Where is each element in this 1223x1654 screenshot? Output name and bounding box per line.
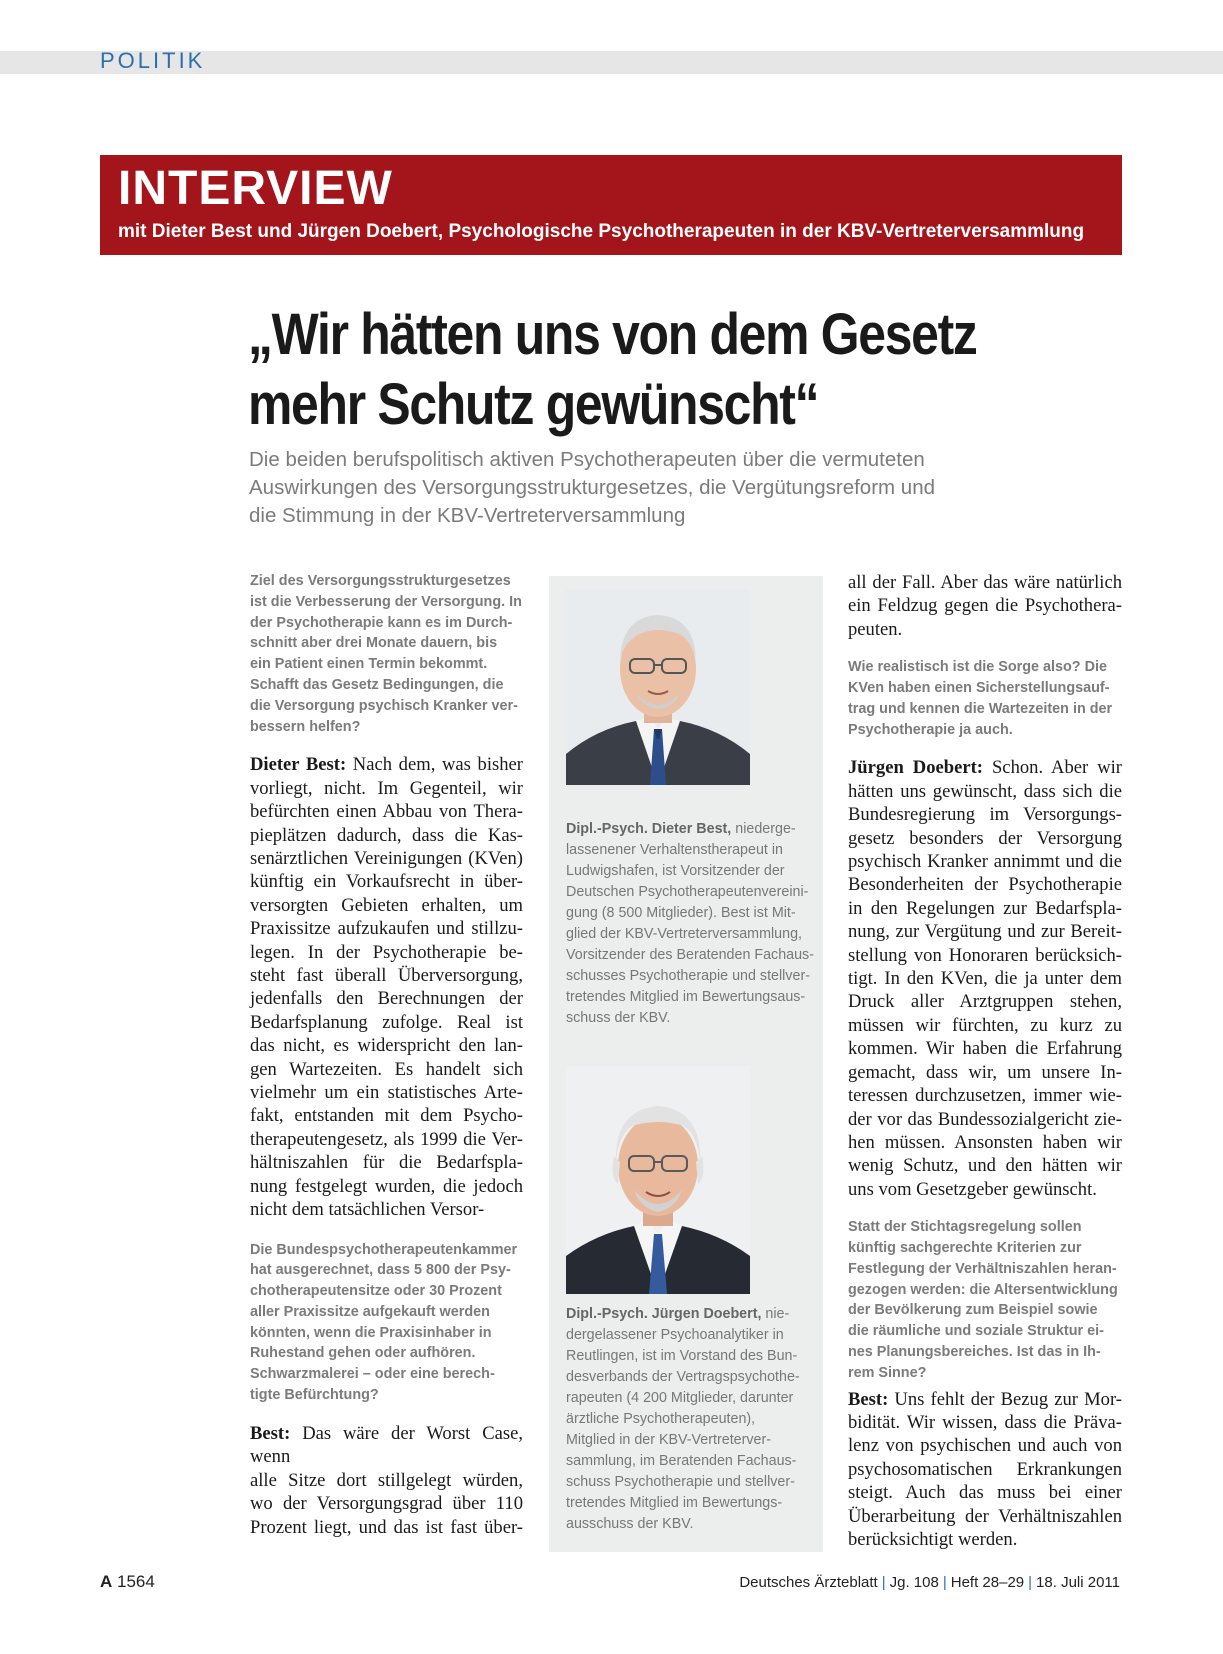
answer-line: pieplätzen dadurch, dass die Kas-: [250, 824, 523, 846]
answer-line: berücksichtigt werden.: [848, 1528, 1018, 1550]
question-line: trag und kennen die Wartezeiten in der: [848, 700, 1113, 717]
author-sidebar: [549, 576, 823, 1552]
speaker-name: Jürgen Doebert:: [848, 757, 983, 779]
answer-line: jedenfalls den Berechnungen der: [250, 988, 523, 1010]
question-line: bessern helfen?: [250, 718, 361, 735]
question-line: Ruhestand gehen oder aufhören.: [250, 1345, 476, 1362]
question-line: Schafft das Gesetz Bedingungen, die: [250, 676, 504, 693]
banner-subtitle: mit Dieter Best und Jürgen Doebert, Psychologische Psychotherapeuten in der KBV-Vertreterversammlung: [118, 221, 1085, 242]
caption-line: glied der KBV-Vertreterversammlung,: [566, 926, 803, 942]
answer-text: Uns fehlt der Bezug zur Mor-: [894, 1388, 1122, 1410]
answer-text: Nach dem, was bisher: [352, 754, 523, 776]
answer-line: [848, 1388, 1122, 1411]
caption-line: tretendes Mitglied im Bewertungs-: [566, 1495, 783, 1511]
answer-line: gen Wartezeiten. Es handelt sich: [250, 1058, 523, 1080]
journal-issue: Heft 28–29: [950, 1574, 1025, 1591]
section-label: POLITIK: [100, 48, 206, 73]
caption-line: rapeuten (4 200 Mitglieder, darunter: [566, 1390, 794, 1406]
answer-line: Besonderheiten der Psychotherapie: [848, 874, 1122, 896]
answer-line: senärztlichen Vereinigungen (KVen): [250, 848, 523, 869]
question-line: Statt der Stichtagsregelung sollen: [848, 1219, 1082, 1236]
caption-line: Deutschen Psychotherapeutenvereini-: [566, 884, 809, 900]
separator: |: [1028, 1574, 1033, 1591]
question-line: der Bevölkerung zum Beispiel sowie: [848, 1302, 1098, 1319]
answer-line: psychisch Kranker annimmt und die: [848, 851, 1122, 873]
answer-line: gemacht, dass wir, um unsere In-: [848, 1061, 1122, 1083]
answer-line: Überarbeitung der Verhältniszahlen: [848, 1505, 1122, 1527]
separator: |: [942, 1574, 947, 1591]
answer-line: stellung von Honoraren berücksich-: [848, 944, 1122, 966]
deck-line: Auswirkungen des Versorgungsstrukturgesetzes, die Vergütungsreform und: [249, 476, 935, 499]
answer-line: nung, zur Vergütung und zur Bereit-: [848, 921, 1122, 943]
answer-line: hältniszahlen für die Bedarfspla-: [250, 1152, 523, 1174]
journal-volume: Jg. 108: [889, 1574, 939, 1591]
answer-line: steigt. Auch das muss bei einer: [848, 1482, 1122, 1504]
right-column: [848, 571, 1122, 1551]
answer-line: uns vom Gesetzgeber gewünscht.: [848, 1178, 1097, 1200]
answer-line: ein Feldzug gegen die Psychothera-: [848, 595, 1122, 617]
question-line: Wie realistisch ist die Sorge also? Die: [848, 659, 1107, 676]
answer-line: hätten uns gewünscht, dass sich die: [848, 780, 1122, 802]
answer-line: legen. In der Psychotherapie be-: [250, 941, 523, 963]
caption-line: schusses Psychotherapie und stellver-: [566, 968, 810, 984]
answer-2: [250, 1422, 523, 1539]
answer-line: Druck aller Arztgruppen stehen,: [848, 991, 1122, 1013]
caption-line: desverbands der Vertragspsychothe-: [566, 1369, 800, 1385]
article-deck: [249, 446, 1069, 530]
answer-line: das nicht, es widerspricht den lan-: [250, 1035, 523, 1057]
question-line: ein Patient einen Termin bekommt.: [250, 656, 488, 673]
portrait-photo-juergen-doebert: [566, 1066, 750, 1294]
speaker-name: Best:: [848, 1388, 889, 1410]
headline-line-2: mehr Schutz gewünscht“: [248, 372, 819, 437]
question-line: die Versorgung psychisch Kranker ver-: [250, 697, 518, 714]
answer-line: lenz von psychischen und auch von: [848, 1435, 1122, 1457]
answer-text: Schon. Aber wir: [991, 757, 1122, 779]
question-line: Ziel des Versorgungsstrukturgesetzes: [250, 573, 511, 589]
journal-date: 18. Juli 2011: [1036, 1574, 1120, 1591]
answer-line: bidität. Wir wissen, dass die Präva-: [848, 1411, 1122, 1433]
question-line: Schwarzmalerei – oder eine berech-: [250, 1366, 495, 1383]
answer-line: [250, 1422, 523, 1469]
caption-line: [566, 819, 806, 840]
question-1: [250, 571, 523, 737]
caption-line: schuss der KBV.: [566, 1010, 671, 1026]
caption-line: sammlung, im Beratenden Fachaus-: [566, 1453, 797, 1469]
question-line: schnitt aber drei Monate dauern, bis: [250, 635, 498, 652]
answer-2-continued: [848, 571, 1122, 641]
answer-line: befürchten einen Abbau von Thera-: [250, 801, 523, 823]
portrait-image: [566, 1066, 750, 1294]
answer-line: Prozent liegt, und das ist fast über-: [250, 1516, 523, 1538]
answer-line: therapeutengesetz, als 1999 die Ver-: [250, 1128, 523, 1150]
question-line: gezogen werden: die Altersentwicklung: [848, 1281, 1118, 1298]
caption-line: schuss Psychotherapie und stellver-: [566, 1474, 795, 1490]
banner-title: INTERVIEW: [118, 162, 393, 215]
headline-line-1: „Wir hätten uns von dem Gesetz: [248, 302, 977, 367]
answer-line: nicht dem tatsächlichen Versor-: [250, 1199, 485, 1221]
caption-line: Ludwigshafen, ist Vorsitzender der: [566, 863, 785, 879]
page-prefix: A: [100, 1572, 113, 1591]
caption-line: Reutlingen, ist im Vorstand des Bun-: [566, 1348, 798, 1364]
question-2: [250, 1240, 523, 1406]
answer-line: versorgten Gebieten erhalten, um: [250, 894, 523, 916]
question-line: Die Bundespsychotherapeutenkammer: [250, 1241, 518, 1258]
question-line: rem Sinne?: [848, 1364, 927, 1381]
caption-line: tretendes Mitglied im Bewertungsaus-: [566, 989, 806, 1005]
answer-line: Bedarfsplanung zufolge. Real ist: [250, 1011, 523, 1033]
question-3: [848, 657, 1122, 740]
answer-line: steht fast überall Überversorgung,: [250, 965, 523, 987]
page-number: [100, 1572, 155, 1592]
question-line: hat ausgerechnet, dass 5 800 der Psy-: [250, 1262, 511, 1279]
caption-line: Mitglied in der KBV-Vertreterver-: [566, 1432, 772, 1448]
caption-text: niederge-: [735, 821, 796, 837]
answer-1: [250, 753, 523, 1221]
caption-line: [566, 1304, 806, 1325]
portrait-image: [566, 589, 750, 785]
question-line: aller Praxissitze aufgekauft werden: [250, 1303, 490, 1320]
answer-line: peuten.: [848, 618, 903, 640]
interview-banner: [100, 155, 1122, 255]
left-column: [250, 571, 523, 1539]
journal-name: Deutsches Ärzteblatt: [739, 1574, 878, 1591]
answer-line: Bundesregierung im Versorgungs-: [848, 804, 1122, 826]
question-line: ist die Verbesserung der Versorgung. In: [250, 593, 522, 610]
question-line: Psychotherapie ja auch.: [848, 721, 1013, 738]
answer-line: teressen durchzusetzen, immer wie-: [848, 1085, 1122, 1107]
question-4: [848, 1217, 1122, 1383]
caption-name: Dipl.-Psych. Dieter Best,: [566, 821, 732, 837]
answer-3: [848, 756, 1122, 1201]
portrait-photo-dieter-best: [566, 589, 750, 785]
answer-line: Praxissitze aufzukaufen und stillzu-: [250, 918, 523, 940]
answer-4: [848, 1388, 1122, 1552]
answer-line: tigt. In den KVen, die ja unter dem: [848, 968, 1122, 990]
separator: |: [881, 1574, 886, 1591]
answer-line: wo der Versorgungsgrad über 110: [250, 1493, 523, 1515]
page-number-value: 1564: [117, 1572, 155, 1591]
answer-line: in den Regelungen zur Bedarfspla-: [848, 897, 1122, 919]
caption-juergen-doebert: [566, 1304, 806, 1535]
journal-footer: [739, 1574, 1120, 1591]
question-line: chotherapeutensitze oder 30 Prozent: [250, 1283, 502, 1300]
article-headline: [248, 300, 1005, 440]
answer-line: kommen. Wir haben die Erfahrung: [848, 1038, 1122, 1060]
answer-line: [848, 756, 1122, 779]
question-line: Festlegung der Verhältniszahlen heran-: [848, 1260, 1117, 1277]
answer-line: [250, 753, 523, 776]
question-line: der Psychotherapie kann es im Durch-: [250, 614, 513, 631]
caption-name: Dipl.-Psych. Jürgen Doebert,: [566, 1306, 762, 1322]
question-line: die räumliche und soziale Struktur ei-: [848, 1323, 1104, 1340]
speaker-name: Best:: [250, 1422, 291, 1444]
caption-line: Vorsitzender des Beratenden Fachaus-: [566, 947, 814, 963]
speaker-name: Dieter Best:: [250, 754, 347, 776]
question-line: KVen haben einen Sicherstellungsauf-: [848, 680, 1110, 697]
caption-line: dergelassener Psychoanalytiker in: [566, 1327, 784, 1343]
answer-line: der vor das Bundessozialgericht zie-: [848, 1108, 1122, 1130]
caption-line: ausschuss der KBV.: [566, 1516, 694, 1532]
answer-line: wenig Schutz, und den hätten wir: [848, 1155, 1122, 1177]
deck-line: Die beiden berufspolitisch aktiven Psychotherapeuten über die vermuteten: [249, 448, 925, 471]
answer-line: gesetz besonders der Versorgung: [848, 827, 1122, 849]
answer-line: vorliegt, nicht. Im Gegenteil, wir: [250, 777, 523, 799]
answer-text: Das wäre der Worst Case, wenn: [250, 1422, 523, 1468]
question-line: künftig sachgerechte Kriterien zur: [848, 1239, 1082, 1256]
caption-line: ärztliche Psychotherapeuten),: [566, 1411, 756, 1427]
answer-line: vielmehr um ein statistisches Arte-: [250, 1082, 523, 1104]
answer-line: müssen wir fürchten, zu kurz zu: [848, 1014, 1122, 1036]
question-line: tigte Befürchtung?: [250, 1387, 379, 1404]
deck-line: die Stimmung in der KBV-Vertreterversammlung: [249, 504, 686, 527]
caption-line: gung (8 500 Mitglieder). Best ist Mit-: [566, 905, 796, 921]
question-line: nes Planungsbereiches. Ist das in Ih-: [848, 1343, 1101, 1360]
answer-line: fakt, entstanden mit dem Psycho-: [250, 1105, 523, 1127]
caption-text: nie-: [765, 1306, 790, 1322]
answer-line: nung festgelegt wurden, die jedoch: [250, 1175, 523, 1197]
answer-line: psychosomatischen Erkrankungen: [848, 1458, 1122, 1480]
answer-line: künftig ein Vorkaufsrecht in über-: [250, 871, 523, 893]
answer-line: all der Fall. Aber das wäre natürlich: [848, 572, 1122, 593]
question-line: könnten, wenn die Praxisinhaber in: [250, 1324, 492, 1341]
caption-line: lassenener Verhaltenstherapeut in: [566, 842, 783, 858]
answer-line: hen müssen. Ansonsten haben wir: [848, 1131, 1122, 1153]
answer-line: alle Sitze dort stillgelegt würden,: [250, 1469, 523, 1491]
caption-dieter-best: [566, 819, 814, 1029]
